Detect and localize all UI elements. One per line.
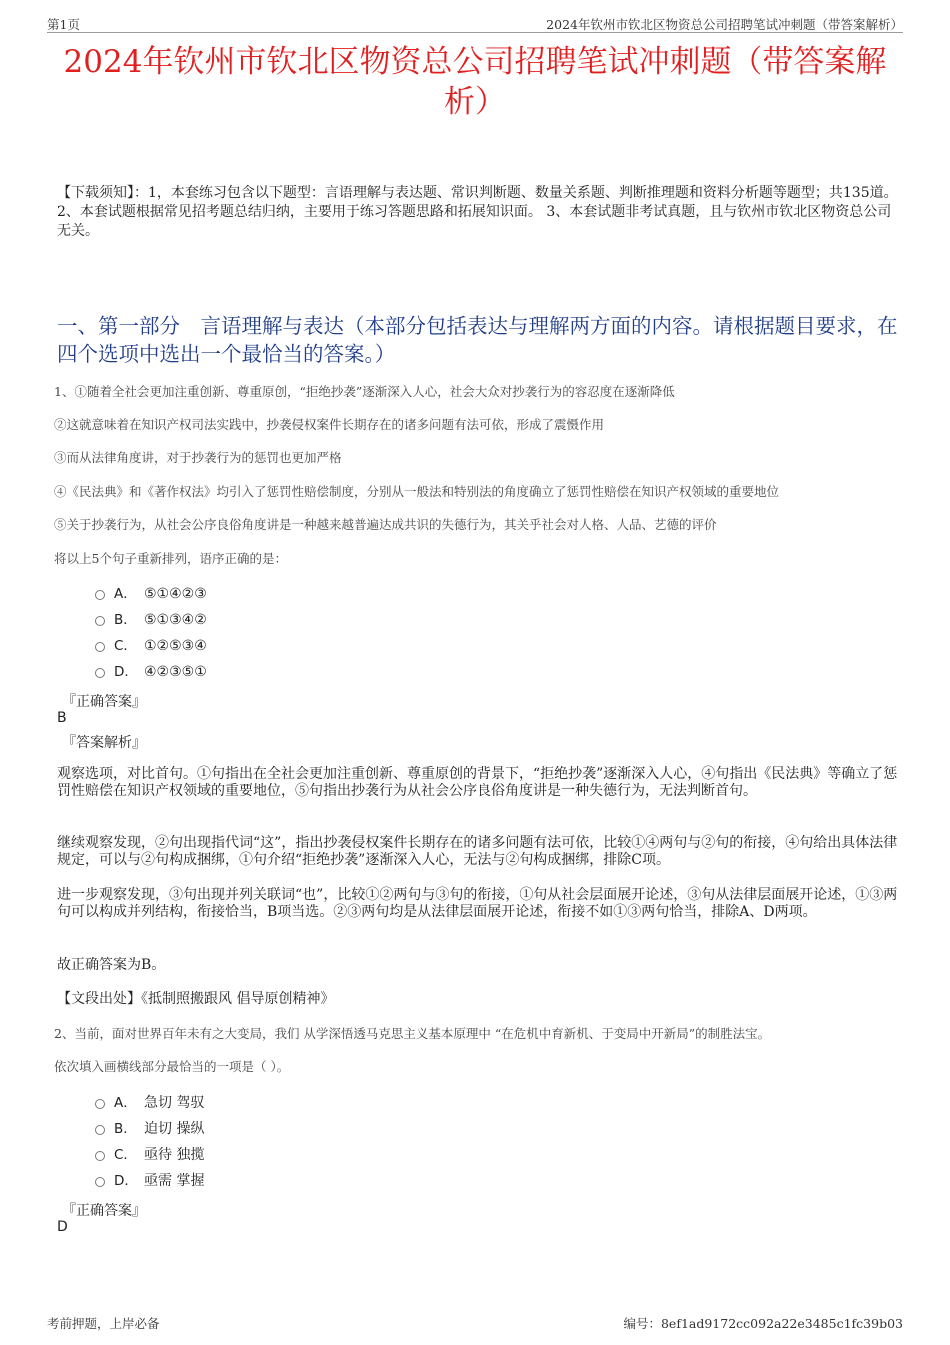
q1-stem-line-3: ③而从法律角度讲，对于抄袭行为的惩罚也更加严格	[54, 450, 342, 465]
page-header	[47, 12, 903, 33]
q1-analysis-label: 『答案解析』	[62, 735, 146, 751]
q2-option-a[interactable]: A． 急切 驾驭	[95, 1093, 204, 1113]
q1-question: 将以上5个句子重新排列，语序正确的是：	[54, 551, 287, 566]
q1-stem-line-4: ④《民法典》和《著作权法》均引入了惩罚性赔偿制度，分别从一般法和特别法的角度确立了惩罚性赔偿在知识产权领域的重要地位	[54, 484, 780, 499]
radio-icon[interactable]	[95, 1099, 105, 1109]
document-title: 2024年钦州市钦北区物资总公司招聘笔试冲刺题（带答案解析）	[63, 44, 887, 120]
download-notice: 【下载须知】：1，本套练习包含以下题型：言语理解与表达题、常识判断题、数量关系题、判断推理题和资料分析题等题型；共135道。 2、本套试题根据常见招考题总结归纳，主要用于练习答题思路和拓展知识面。 3、本套试题非考试真题，且与钦州市钦北区物资总公司无关。	[57, 185, 898, 239]
radio-icon[interactable]	[95, 642, 105, 652]
q2-answer-label: 『正确答案』	[62, 1203, 146, 1219]
q1-answer-label: 『正确答案』	[62, 694, 146, 710]
section-title: 一、第一部分 言语理解与表达（本部分包括表达与理解两方面的内容。请根据题目要求，在四个选项中选出一个最恰当的答案。）	[57, 314, 898, 366]
q1-source: 【文段出处】《抵制照搬跟风 倡导原创精神》	[57, 991, 335, 1007]
q1-option-a[interactable]: A． ⑤①④②③	[95, 584, 207, 604]
q1-stem-line-1: 1、①随着全社会更加注重创新、尊重原创，“拒绝抄袭”逐渐深入人心，社会大众对抄袭行为的容忍度在逐渐降低	[54, 384, 675, 399]
header-doc-title: 2024年钦州市钦北区物资总公司招聘笔试冲刺题（带答案解析）	[546, 17, 903, 32]
q1-option-b[interactable]: B． ⑤①③④②	[95, 610, 207, 630]
q2-stem: 2、当前，面对世界百年未有之大变局，我们 从学深悟透马克思主义基本原理中 “在危机中育新机、于变局中开新局”的制胜法宝。	[54, 1026, 771, 1041]
q1-stem-line-2: ②这就意味着在知识产权司法实践中，抄袭侵权案件长期存在的诸多问题有法可依，形成了震慑作用	[54, 417, 605, 432]
radio-icon[interactable]	[95, 1177, 105, 1187]
radio-icon[interactable]	[95, 1125, 105, 1135]
q2-option-b[interactable]: B． 迫切 操纵	[95, 1119, 204, 1139]
footer-slogan: 考前押题，上岸必备	[47, 1316, 160, 1331]
radio-icon[interactable]	[95, 616, 105, 626]
q1-analysis-para-2: 继续观察发现，②句出现指代词“这”，指出抄袭侵权案件长期存在的诸多问题有法可依，比较①④两句与②句的衔接，④句给出具体法律规定，可以与②句构成捆绑，①句介绍“拒绝抄袭”逐渐深入人心，无法与②句构成捆绑，排除C项。	[57, 835, 898, 868]
footer-doc-id: 编号：8ef1ad9172cc092a22e3485c1fc39b03	[623, 1316, 903, 1331]
page-footer	[47, 1314, 903, 1332]
radio-icon[interactable]	[95, 668, 105, 678]
q1-stem-line-5: ⑤关于抄袭行为，从社会公序良俗角度讲是一种越来越普遍达成共识的失德行为，其关乎社会对人格、人品、艺德的评价	[54, 517, 717, 532]
q1-option-c[interactable]: C． ①②⑤③④	[95, 636, 207, 656]
q1-analysis-para-1: 观察选项，对比首句。①句指出在全社会更加注重创新、尊重原创的背景下，“拒绝抄袭”逐渐深入人心，④句指出《民法典》等确立了惩罚性赔偿在知识产权领域的重要地位，⑤句指出抄袭行为从社会公序良俗角度讲是一种失德行为，无法判断首句。	[57, 766, 898, 799]
radio-icon[interactable]	[95, 590, 105, 600]
q2-answer: D	[57, 1219, 68, 1235]
radio-icon[interactable]	[95, 1151, 105, 1161]
q1-analysis-para-4: 故正确答案为B。	[57, 957, 166, 973]
q1-analysis-para-3: 进一步观察发现，③句出现并列关联词“也”，比较①②两句与③句的衔接，①句从社会层面展开论述，③句从法律层面展开论述，①③两句可以构成并列结构，衔接恰当，B项当选。②③两句均是从法律层面展开论述，衔接不如①③两句恰当，排除A、D两项。	[57, 887, 898, 920]
page-number: 第1页	[47, 17, 80, 32]
q2-option-d[interactable]: D． 亟需 掌握	[95, 1171, 204, 1191]
q1-answer: B	[57, 710, 67, 726]
q2-question: 依次填入画横线部分最恰当的一项是（ ）。	[54, 1059, 290, 1074]
q2-option-c[interactable]: C． 亟待 独揽	[95, 1145, 204, 1165]
q1-option-d[interactable]: D． ④②③⑤①	[95, 662, 207, 682]
